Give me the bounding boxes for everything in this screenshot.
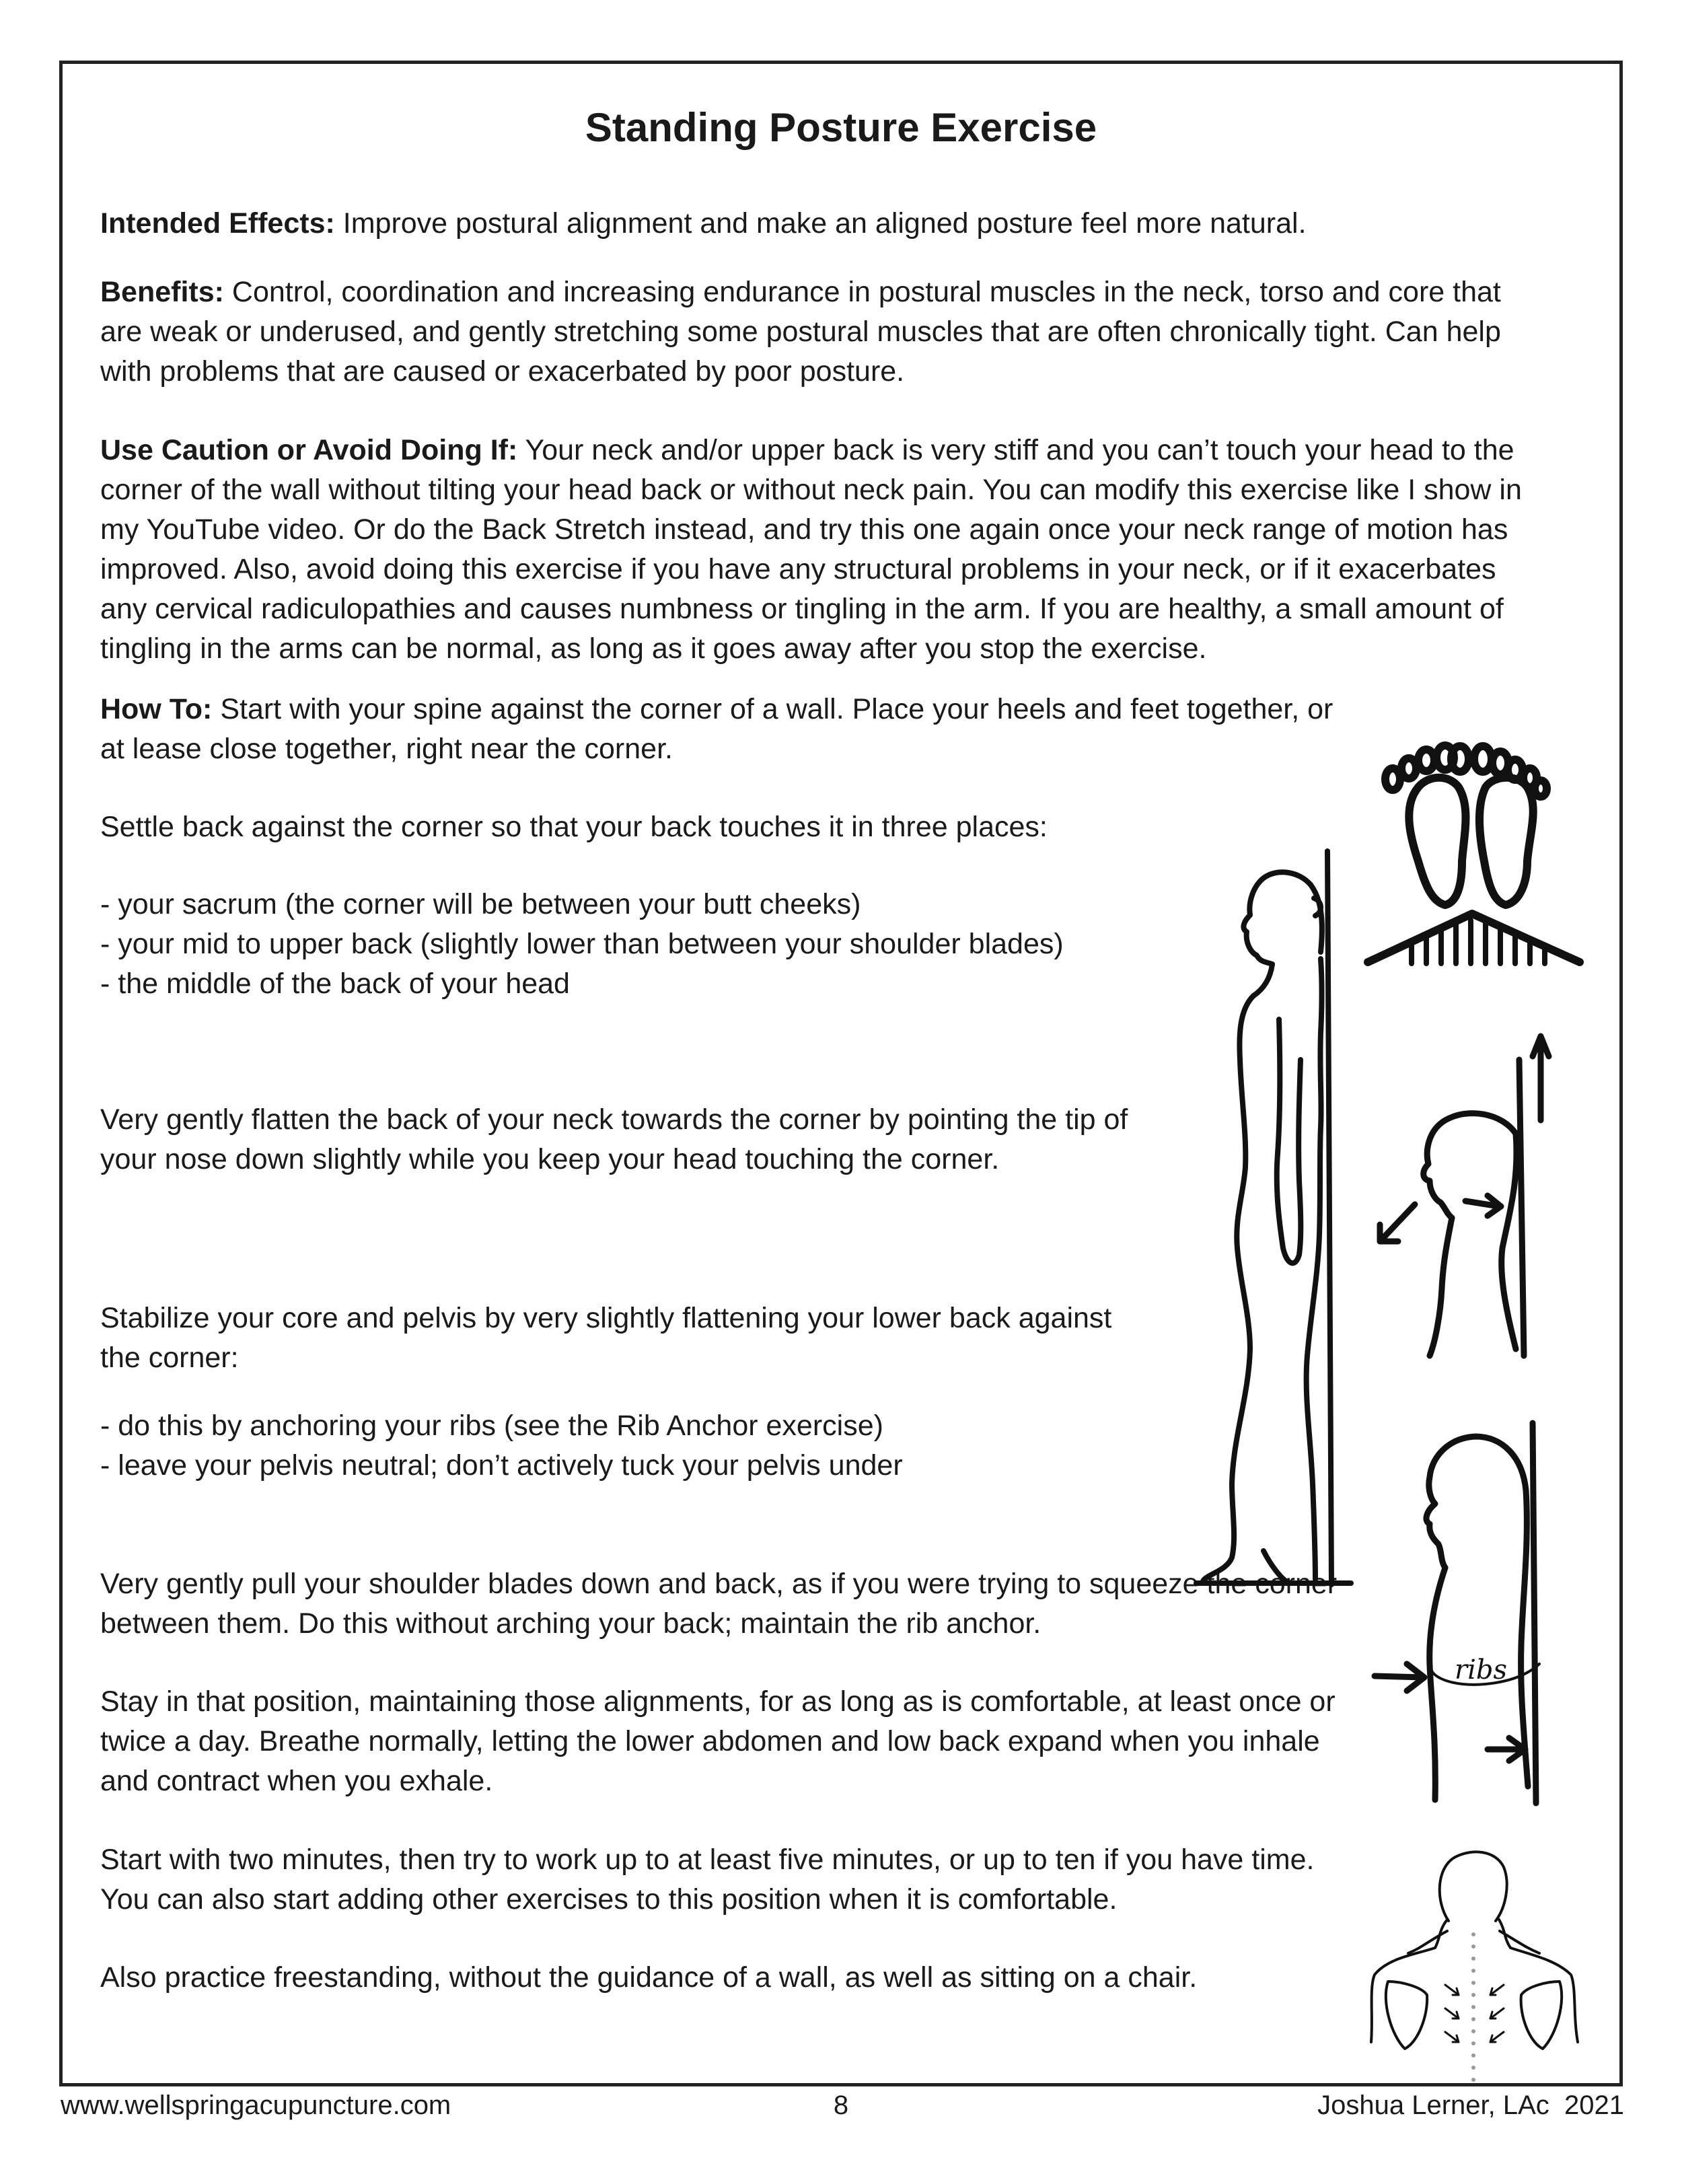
list-item: - the middle of the back of your head: [100, 968, 570, 1000]
freestanding-text: Also practice freestanding, without the guidance of a wall, as well as sitting on a chair.: [100, 1961, 1198, 1994]
page-frame: [59, 61, 1623, 2086]
footer-page-number: 8: [833, 2090, 849, 2120]
how-to-label: How To:: [100, 693, 213, 725]
footer-website: www.wellspringacupuncture.com: [61, 2090, 451, 2120]
benefits-text: Control, coordination and increasing endurance in postural muscles in the neck, torso and core that are weak or underused, and gently stretching some postural muscles that are often chronically tight. Can help with problems that are caused or exacerbated by poor posture.: [100, 276, 1501, 388]
flatten-neck-text: Very gently flatten the back of your neck towards the corner by pointing the tip of your nose down slightly while you keep your head touching the corner.: [100, 1103, 1128, 1175]
footer-author: Joshua Lerner, LAc 2021: [1317, 2090, 1624, 2120]
caution-text: Your neck and/or upper back is very stiff and you can’t touch your head to the corner of the wall without tilting your head back or without neck pain. You can modify this exercise like I show in my YouTube video. Or do the Back Stretch instead, and try this one again once your neck range of motion has improved. Also, avoid doing this exercise if you have any structural problems in your neck, or if it exacerbates any cervical radiculopathies and causes numbness or tingling in the arm. If you are healthy, a small amount of tingling in the arms can be normal, as long as it goes away after you stop the exercise.: [100, 434, 1522, 665]
stabilize-list: [100, 1406, 1150, 1486]
ribs-torso-illustration: [1368, 1410, 1597, 1813]
intended-effects-label: Intended Effects:: [100, 207, 335, 240]
list-item: - do this by anchoring your ribs (see the Rib Anchor exercise): [100, 1410, 883, 1442]
caution: [100, 431, 1540, 669]
benefits-label: Benefits:: [100, 276, 224, 308]
intended-effects-text: Improve postural alignment and make an aligned posture feel more natural.: [334, 207, 1307, 240]
page-title: Standing Posture Exercise: [585, 105, 1097, 150]
benefits: [100, 272, 1540, 392]
shoulder-blades-illustration: [1361, 1840, 1590, 2096]
feet-illustration: [1351, 700, 1593, 969]
list-item: - your sacrum (the corner will be between your butt cheeks): [100, 888, 861, 920]
stay-text: Stay in that position, maintaining those alignments, for as long as is comfortable, at least once or twice a day. Breathe normally, letting the lower abdomen and low back expand when you inhale and contract when you exhale.: [100, 1685, 1336, 1797]
list-item: - leave your pelvis neutral; don’t actively tuck your pelvis under: [100, 1449, 903, 1482]
how-to: [100, 690, 1345, 769]
settle-text: Settle back against the corner so that your back touches it in three places:: [100, 811, 1048, 843]
duration-text: Start with two minutes, then try to work up to at least five minutes, or up to ten if you have time. You can also start adding other exercises to this position when it is comfortable.: [100, 1844, 1315, 1916]
standing-figure-illustration: [1119, 844, 1375, 1591]
stabilize-text: Stabilize your core and pelvis by very slightly flattening your lower back against the corner:: [100, 1302, 1112, 1374]
shoulder-blades-text: Very gently pull your shoulder blades down and back, as if you were trying to squeeze the corner between them. Do this without arching your back; maintain the rib anchor.: [100, 1568, 1338, 1640]
list-item: - your mid to upper back (slightly lower than between your shoulder blades): [100, 928, 1064, 960]
caution-label: Use Caution or Avoid Doing If:: [100, 434, 518, 466]
how-to-text: Start with your spine against the corner of a wall. Place your heels and feet together, or at lease close together, right near the corner.: [100, 693, 1333, 765]
head-neck-illustration: [1368, 1026, 1597, 1362]
intended-effects: [100, 204, 1540, 244]
ribs-label: ribs: [1454, 1654, 1508, 1685]
contact-points-list: [100, 885, 1150, 1004]
